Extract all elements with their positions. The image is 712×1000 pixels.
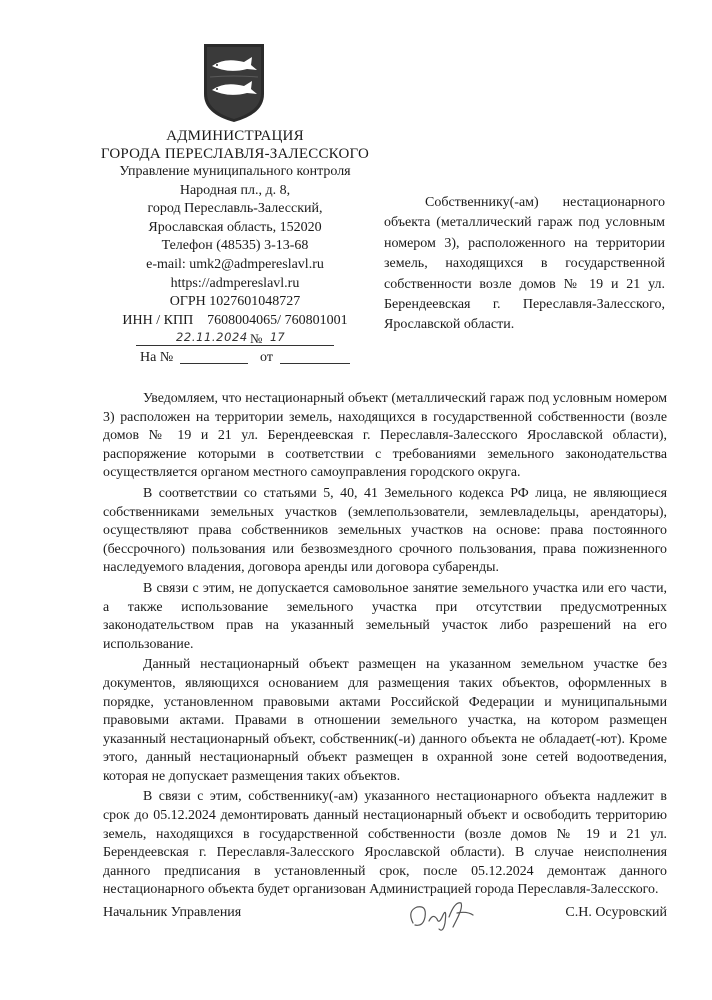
sender-block bbox=[100, 128, 370, 367]
number-sign: № bbox=[250, 331, 263, 347]
org-name-line1: АДМИНИСТРАЦИЯ bbox=[166, 128, 304, 144]
answer-number-blank bbox=[180, 363, 248, 364]
address-line2: город Переславль-Залесский, bbox=[147, 201, 323, 217]
answer-reference bbox=[100, 349, 370, 367]
handwritten-number: 17 bbox=[270, 330, 285, 345]
body-paragraph-4: Данный нестационарный объект размещен на указанном земельном участке без документов, являющихся основанием для размещения таких объектов, оформленных в порядке, установленном правовыми актами Российской Федерации и муниципальными правовыми актами. Правами в отношении земельного участка, на котором размещен указанный нестационарный объект, собственник(-и) данного объекта не обладает(-ют). Кроме этого, данный нестационарный объект размещен в охранной зоне сетей водоотведения, которая не допускает размещения таких объектов. bbox=[103, 657, 667, 784]
answer-date-label: от bbox=[260, 350, 273, 366]
department-name: Управление муниципального контроля bbox=[119, 164, 351, 179]
answer-number-label: На № bbox=[140, 350, 174, 366]
ogrn: ОГРН 1027601048727 bbox=[169, 294, 301, 310]
recipient-block bbox=[384, 193, 665, 336]
org-name-line2: ГОРОДА ПЕРЕСЛАВЛЯ-ЗАЛЕССКОГО bbox=[100, 145, 370, 162]
inn-kpp: ИНН / КПП 7608004065/ 760801001 bbox=[122, 312, 348, 328]
recipient-text: Собственнику(-ам) нестационарного объекта (металлический гараж под условным номером 3), расположенного на территории земель, находящихся в государственной собственности возле домов № 19 и 21 ул. Берендеевская г. Переславля-Залесского, Ярославской области. bbox=[384, 195, 665, 333]
body-paragraph-5: В связи с этим, собственнику(-ам) указанного нестационарного объекта надлежит в срок до 05.12.2024 демонтировать данный нестационарный объект и освободить территорию земель, находящихся в государственной собственности (возле домов № 19 и 21 ул. Берендеевская г. Переславля-Залесского Ярославской области). В случае неисполнения данного предписания в установленный срок, после 05.12.2024 демонтаж данного нестационарного объекта будет организован Администрацией города Переславля-Залесского. bbox=[103, 789, 667, 898]
body-paragraph-1: Уведомляем, что нестационарный объект (металлический гараж под условным номером 3) расположен на территории земель, находящихся в государственной собственности (возле домов № 19 и 21 ул. Берендеевская г. Переславля-Залесского Ярославской области), распоряжение которыми в соответствии с требованиями земельного законодательства осуществляется органом местного самоуправления городского округа. bbox=[103, 391, 667, 481]
handwritten-date: 22.11.2024 bbox=[176, 330, 248, 345]
address-line1: Народная пл., д. 8, bbox=[179, 182, 291, 198]
outgoing-reference bbox=[100, 331, 370, 349]
website: https://admpereslavl.ru bbox=[170, 275, 300, 291]
coat-of-arms-icon bbox=[202, 42, 266, 124]
address-line3: Ярославская область, 152020 bbox=[148, 219, 322, 235]
phone: Телефон (48535) 3-13-68 bbox=[161, 238, 309, 254]
reference-underline bbox=[136, 345, 334, 346]
letter-body bbox=[103, 390, 667, 902]
signature-row bbox=[103, 905, 667, 945]
signatory-position: Начальник Управления bbox=[103, 905, 242, 920]
signatory-name: С.Н. Осуровский bbox=[565, 905, 667, 920]
body-paragraph-2: В соответствии со статьями 5, 40, 41 Земельного кодекса РФ лица, не являющиеся собственниками земельных участков (землепользователи, землевладельцы, арендаторы), осуществляют права собственников земельных участков на основе: права постоянного (бессрочного) пользования или безвозмездного срочного пользования, права пожизненного наследуемого владения, договора аренды или договора субаренды. bbox=[103, 485, 667, 576]
handwritten-signature-icon bbox=[403, 893, 493, 939]
body-paragraph-3: В связи с этим, не допускается самовольное занятие земельного участка или его части, а также использование земельного участка при отсутствии предусмотренных законодательством прав на указанный земельный участок либо разрешений на его использование. bbox=[103, 580, 667, 652]
email: e-mail: umk2@admpereslavl.ru bbox=[146, 256, 324, 272]
answer-date-blank bbox=[280, 363, 350, 364]
